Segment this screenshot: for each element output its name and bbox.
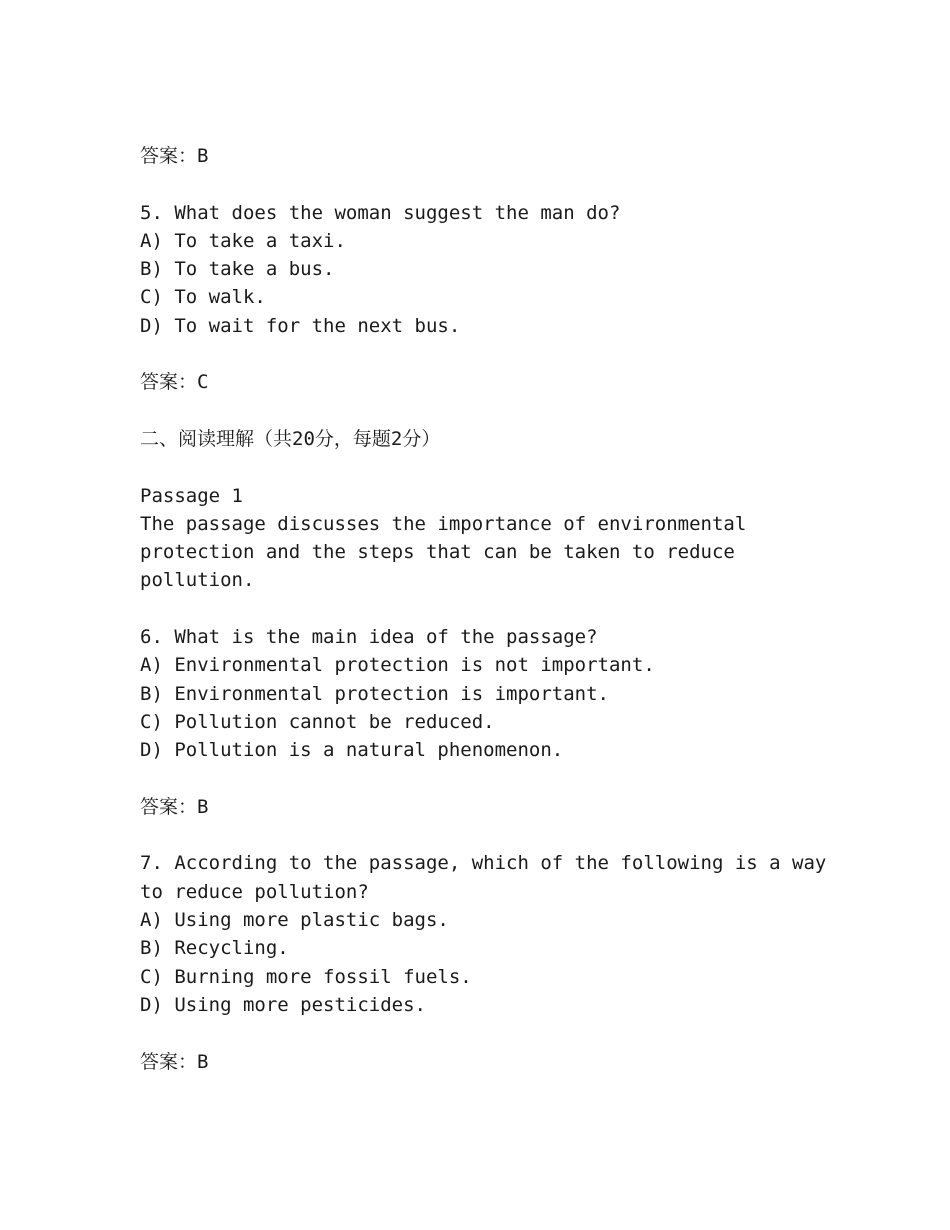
section-heading: 二、阅读理解（共20分，每题2分） — [140, 427, 441, 450]
answer-q5: 答案：C — [140, 371, 209, 394]
question-text: 5. What does the woman suggest the man do? — [140, 201, 621, 224]
option-a: A) Using more plastic bags. — [140, 909, 449, 932]
option-b: B) Environmental protection is important. — [140, 682, 609, 705]
option-c: C) To walk. — [140, 286, 266, 309]
option-b: B) Recycling. — [140, 937, 289, 960]
option-b: B) To take a bus. — [140, 258, 335, 281]
option-a: A) Environmental protection is not important. — [140, 654, 655, 677]
option-c: C) Pollution cannot be reduced. — [140, 710, 495, 733]
question-5 — [140, 199, 830, 340]
passage-line-2: protection and the steps that can be taken to reduce — [140, 541, 735, 564]
option-c: C) Burning more fossil fuels. — [140, 965, 472, 988]
answer-q7: 答案：B — [140, 1050, 209, 1073]
option-d: D) To wait for the next bus. — [140, 314, 461, 337]
passage-line-3: pollution. — [140, 569, 255, 592]
document-body — [140, 142, 830, 1076]
option-d: D) Pollution is a natural phenomenon. — [140, 739, 564, 762]
answer-q6: 答案：B — [140, 795, 209, 818]
passage-1 — [140, 482, 830, 595]
passage-title: Passage 1 — [140, 484, 243, 507]
answer-previous: 答案：B — [140, 145, 209, 167]
question-text-line-2: to reduce pollution? — [140, 880, 369, 903]
question-text: 6. What is the main idea of the passage? — [140, 626, 598, 649]
option-a: A) To take a taxi. — [140, 229, 346, 252]
question-6 — [140, 623, 830, 764]
option-d: D) Using more pesticides. — [140, 993, 426, 1016]
passage-line-1: The passage discusses the importance of environmental — [140, 512, 747, 535]
question-text-line-1: 7. According to the passage, which of the following is a way — [140, 852, 827, 875]
question-7 — [140, 849, 830, 1019]
